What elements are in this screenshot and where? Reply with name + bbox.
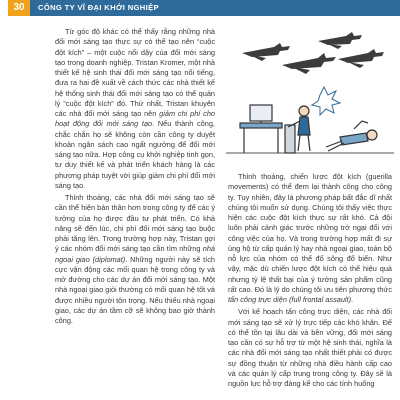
page-number: 30 bbox=[8, 0, 30, 16]
running-title: CÔNG TY VĨ ĐẠI KHỞI NGHIỆP bbox=[38, 3, 159, 12]
page-header bbox=[0, 0, 400, 16]
office-airstrike-illustration bbox=[222, 25, 398, 171]
office-desk-icon bbox=[240, 105, 295, 153]
fighter-jets-icon bbox=[242, 32, 384, 74]
illustration-svg bbox=[222, 25, 398, 171]
lying-person-icon bbox=[326, 121, 377, 151]
right-column bbox=[228, 172, 392, 398]
left-column bbox=[55, 27, 215, 397]
left-paragraph-1: Từ góc độ khác có thể thấy rằng những nhà đổi mới sáng tạo thực sự có thể tạo nên “cuộc đột kích” – một cuộc nổi dậy của đổi mới sáng tạo trong doanh nghiệp. Tristan Kromer, một nhà thiết kế hệ sinh thái đổi mới sáng tạo nổi tiếng, đưa ra hai đề xuất về cách thức các nhà thiết kế hệ thống sinh thái đổi mới sáng tạo có thể quản lý “cuộc đột kích” đó. Thứ nhất, Tristan khuyên các nhà đổi mới sáng tạo nên giảm chi phí cho hoạt động đổi mới sáng tạo. Nếu thành công, chắc chắn họ sẽ không còn cần công ty duyệt khoản ngân sách cao ngất ngưởng để đổi mới sáng tạo nữa. Hợp công cụ khởi nghiệp tinh gọn, tư duy thiết kế và phát triển khách hàng là các phương pháp tuyệt vời giúp giảm chi phí đổi mới sáng tạo. bbox=[55, 27, 215, 190]
right-paragraph-1: Thỉnh thoảng, chiến lược đột kích (guerilla movements) có thể đem lại thành công cho công ty. Tuy nhiên, đây là phương pháp bất đắc dĩ nhất chúng tôi muốn sử dụng. Chúng tôi thấy việc thực hiện các cuộc đột kích thực sự rất khó. Cả đội luôn phải cảnh giác trước những trở ngại đổi với công việc của họ. Và trong trường hợp mất đi sự ủng hộ từ cấp quản lý hay nhà ngoại giao, toàn bộ nỗ lực của nhóm có thể đổ sông đổ biển. Như vậy, mặc dù chiến lược đột kích có thể hiệu quả nhưng tỷ lệ thất bại của ý tưởng sản phẩm cũng rất cao. Đó là lý do chúng tôi ưu tiên phương thức tấn công trực diện (full frontal assault). bbox=[228, 172, 392, 304]
right-paragraph-2: Với kế hoạch tấn công trực diện, các nhà đổi mới sáng tạo sẽ xử lý trực tiếp các khó khăn. Để có thể tồn tại lâu dài và bền vững, đổi mới sáng tạo cần có sự hỗ trợ từ một hệ sinh thái, nghĩa là các nhà đổi mới sáng tạo nhất thiết phải có được sự đồng thuận từ những nhà điều hành cấp cao và các quản lý cấp trung trong công ty. Đây sẽ là nguồn lực hỗ trợ đáng kể cho các tính huống bbox=[228, 307, 392, 388]
impact-burst-icon bbox=[312, 87, 340, 115]
left-paragraph-2: Thỉnh thoảng, các nhà đổi mới sáng tạo sẽ cần thể hiện bản thân hơn trong công ty để các ý tưởng của họ được đầu tư phát triển. Có khả năng sẽ đến lúc, chi phí đổi mới sáng tạo buộc phải tăng lên. Trong trường hợp này, Tristan gợi ý các nhóm đổi mới sáng tạo cần tìm những nhà ngoại giao (diplomat). Những người này sẽ tích cực vận động các mối quan hệ trong công ty và mở đường cho các dự án đổi mới sáng tạo. Một nhà ngoại giao giỏi thường có mối quan hệ tốt và được nhiều người tôn trọng. Nếu thiếu nhà ngoại giao, các dự án tầm cỡ sẽ không bao giờ thành công. bbox=[55, 193, 215, 325]
